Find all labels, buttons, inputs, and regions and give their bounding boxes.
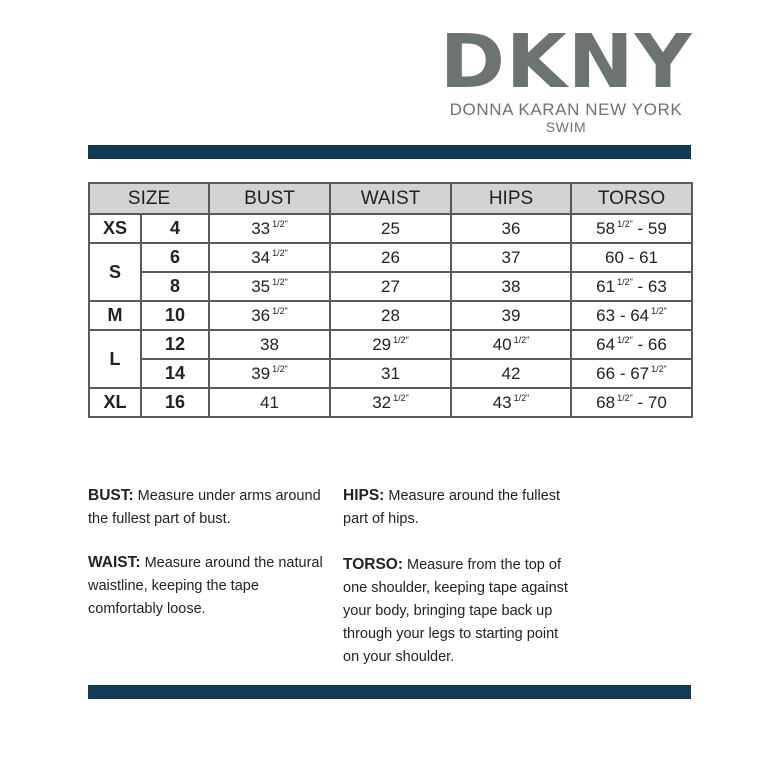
size-chart-table <box>88 182 693 418</box>
bust-cell: 33 $^{1/2"}$ <box>209 214 330 243</box>
hips-cell: 36 <box>451 214 571 243</box>
torso-text: Measure from the top of one shoulder, keeping tape against your body, bringing tape back up through your legs to starting point on your shoulder. <box>343 557 568 665</box>
size-number-cell: 10 <box>141 301 209 330</box>
table-row <box>89 272 692 301</box>
table-row <box>89 243 692 272</box>
table-row <box>89 359 692 388</box>
hips-cell: 43 $^{1/2"}$ <box>451 388 571 417</box>
torso-cell: 58 $^{1/2"}$ - 59 <box>571 214 692 243</box>
hips-term: HIPS: <box>343 487 385 504</box>
half-inch-mark: 1/2" <box>617 218 633 229</box>
torso-cell: 66 - 67 $^{1/2"}$ <box>571 359 692 388</box>
size-number-cell: 6 <box>141 243 209 272</box>
torso-cell: 60 - 61 <box>571 243 692 272</box>
half-inch-mark: 1/2" <box>513 334 530 345</box>
header-size: SIZE <box>89 183 209 214</box>
bust-definition <box>88 484 323 531</box>
half-inch-mark: 1/2" <box>272 247 288 258</box>
table-header-row <box>89 183 692 214</box>
waist-definition <box>88 551 328 621</box>
waist-text: Measure around the natural waistline, keeping the tape comfortably loose. <box>88 555 323 617</box>
waist-term: WAIST: <box>88 554 141 571</box>
header-hips: HIPS <box>451 183 571 214</box>
bust-term: BUST: <box>88 487 134 504</box>
waist-cell: 29 $^{1/2"}$ <box>330 330 451 359</box>
size-number-cell: 4 <box>141 214 209 243</box>
size-number-cell: 16 <box>141 388 209 417</box>
size-letter-cell: L <box>89 330 141 388</box>
torso-cell: 68 $^{1/2"}$ - 70 <box>571 388 692 417</box>
table-row <box>89 214 692 243</box>
header-waist: WAIST <box>330 183 451 214</box>
torso-cell: 63 - 64 $^{1/2"}$ <box>571 301 692 330</box>
hips-cell: 42 <box>451 359 571 388</box>
torso-cell: 64 $^{1/2"}$ - 66 <box>571 330 692 359</box>
half-inch-mark: 1/2" <box>617 392 633 403</box>
bust-text: Measure under arms around the fullest part of bust. <box>88 488 321 527</box>
bottom-divider-bar <box>88 685 691 699</box>
half-inch-mark: 1/2" <box>393 392 409 403</box>
hips-definition <box>343 484 573 531</box>
size-number-cell: 8 <box>141 272 209 301</box>
half-inch-mark: 1/2" <box>617 334 633 345</box>
half-inch-mark: 1/2" <box>272 218 288 229</box>
bust-cell: 39 $^{1/2"}$ <box>209 359 330 388</box>
bust-cell: 38 <box>209 330 330 359</box>
size-number-cell: 14 <box>141 359 209 388</box>
half-inch-mark: 1/2" <box>393 334 409 345</box>
bust-cell: 41 <box>209 388 330 417</box>
half-inch-mark: 1/2" <box>651 363 667 374</box>
half-inch-mark: 1/2" <box>617 276 633 287</box>
waist-cell: 26 <box>330 243 451 272</box>
hips-text: Measure around the fullest part of hips. <box>343 488 561 527</box>
waist-cell: 31 <box>330 359 451 388</box>
table-row <box>89 330 692 359</box>
logo-subtitle: DONNA KARAN NEW YORK <box>449 100 683 119</box>
table-row <box>89 301 692 330</box>
bust-cell: 35 $^{1/2"}$ <box>209 272 330 301</box>
logo-wordmark: DKNY <box>439 19 693 105</box>
header-torso: TORSO <box>571 183 692 214</box>
half-inch-mark: 1/2" <box>513 392 530 403</box>
waist-cell: 25 <box>330 214 451 243</box>
size-letter-cell: XL <box>89 388 141 417</box>
half-inch-mark: 1/2" <box>272 363 288 374</box>
bust-cell: 34 $^{1/2"}$ <box>209 243 330 272</box>
size-letter-cell: M <box>89 301 141 330</box>
torso-cell: 61 $^{1/2"}$ - 63 <box>571 272 692 301</box>
half-inch-mark: 1/2" <box>651 305 667 316</box>
waist-cell: 28 <box>330 301 451 330</box>
torso-term: TORSO: <box>343 556 403 573</box>
hips-cell: 38 <box>451 272 571 301</box>
waist-cell: 27 <box>330 272 451 301</box>
table-row <box>89 388 692 417</box>
half-inch-mark: 1/2" <box>272 276 288 287</box>
half-inch-mark: 1/2" <box>272 305 288 316</box>
size-number-cell: 12 <box>141 330 209 359</box>
hips-cell: 37 <box>451 243 571 272</box>
size-letter-cell: XS <box>89 214 141 243</box>
waist-cell: 32 $^{1/2"}$ <box>330 388 451 417</box>
hips-cell: 39 <box>451 301 571 330</box>
size-letter-cell: S <box>89 243 141 301</box>
hips-cell: 40 $^{1/2"}$ <box>451 330 571 359</box>
header-bust: BUST <box>209 183 330 214</box>
dkny-logo <box>439 19 693 135</box>
top-divider-bar <box>88 145 691 159</box>
torso-definition <box>343 553 573 669</box>
bust-cell: 36 $^{1/2"}$ <box>209 301 330 330</box>
logo-line: SWIM <box>545 119 587 135</box>
